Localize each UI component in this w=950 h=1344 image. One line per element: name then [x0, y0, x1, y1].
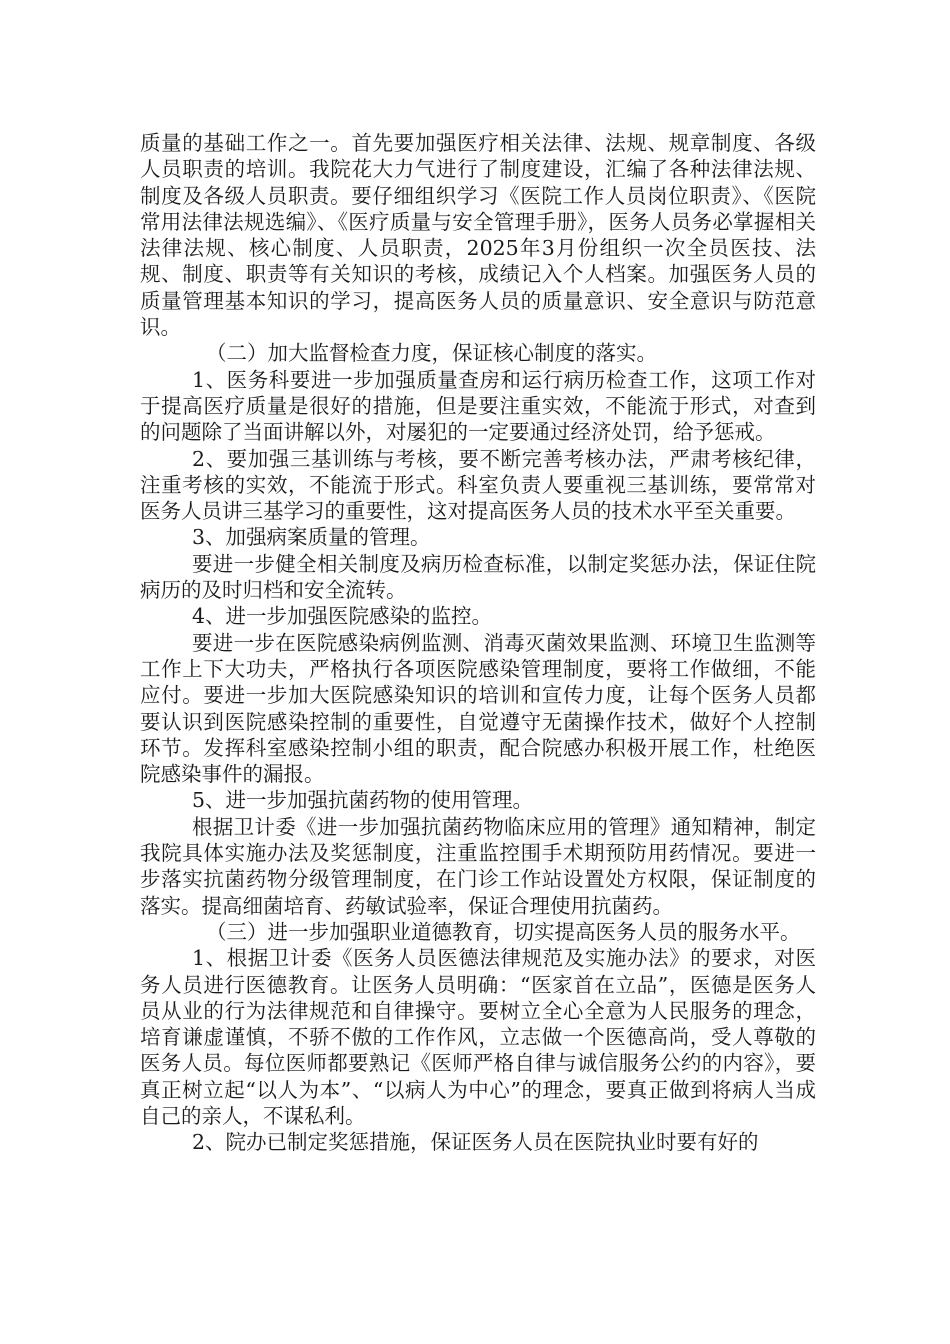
paragraph-1: 质量的基础工作之一。首先要加强医疗相关法律、法规、规章制度、各级人员职责的培训。我院花大力气进行了制度建设，汇编了各种法律法规、制度及各级人员职责。要仔细组织学习《医院工作人员岗位职责》、《医院常用法律法规选编》、《医疗质量与安全管理手册》，医务人员务必掌握相关法律法规、核心制度、人员职责，2025年3月份组织一次全员医技、法规、制度、职责等有关知识的考核，成绩记入个人档案。加强医务人员的质量管理基本知识的学习，提高医务人员的质量意识、安全意识与防范意识。 — [140, 131, 816, 340]
subheading-7: 4、进一步加强医院感染的监控。 — [192, 604, 493, 629]
paragraph-4: 2、要加强三基训练与考核，要不断完善考核办法，严肃考核纪律，注重考核的实效，不能流于形式。科室负责人要重视三基训练，要常常对医务人员讲三基学习的重要性，这对提高医务人员的技术水平至关重要。 — [140, 446, 816, 524]
section-heading-2: （二）加大监督检查力度，保证核心制度的落实。 — [206, 341, 657, 366]
paragraph-12: 1、根据卫计委《医务人员医德法律规范及实施办法》的要求，对医务人员进行医德教育。让医务人员明确：“医家首在立品”，医德是医务人员从业的行为法律规范和自律操守。要树立全心全意为人民服务的理念，培育谦虚谨慎，不骄不傲的工作作风，立志做一个医德高尚，受人尊敬的医务人员。每位医师都要熟记《医师严格自律与诚信服务公约的内容》，要真正树立起“以人为本”、“以病人为中心”的理念，要真正做到将病人当成自己的亲人，不谋私利。 — [140, 946, 816, 1128]
document-page — [140, 130, 816, 1156]
subheading-9: 5、进一步加强抗菌药物的使用管理。 — [192, 788, 534, 813]
paragraph-13: 2、院办已制定奖惩措施，保证医务人员在医院执业时要有好的 — [192, 1130, 759, 1155]
paragraph-10: 根据卫计委《进一步加强抗菌药物临床应用的管理》通知精神，制定我院具体实施办法及奖惩制度，注重监控围手术期预防用药情况。要进一步落实抗菌药物分级管理制度，在门诊工作站设置处方权限，保证制度的落实。提高细菌培育、药敏试验率，保证合理使用抗菌药。 — [140, 814, 816, 918]
paragraph-6: 要进一步健全相关制度及病历检查标准，以制定奖惩办法，保证住院病历的及时归档和安全流转。 — [140, 551, 816, 603]
section-heading-11: （三）进一步加强职业道德教育，切实提高医务人员的服务水平。 — [206, 919, 801, 944]
subheading-5: 3、加强病案质量的管理。 — [192, 525, 431, 550]
paragraph-8: 要进一步在医院感染病例监测、消毒灭菌效果监测、环境卫生监测等工作上下大功夫，严格执行各项医院感染管理制度，要将工作做细，不能应付。要进一步加大医院感染知识的培训和宣传力度，让每个医务人员都要认识到医院感染控制的重要性，自觉遵守无菌操作技术，做好个人控制环节。发挥科室感染控制小组的职责，配合院感办积极开展工作，杜绝医院感染事件的漏报。 — [140, 630, 816, 787]
paragraph-3: 1、医务科要进一步加强质量查房和运行病历检查工作，这项工作对于提高医疗质量是很好的措施，但是要注重实效，不能流于形式，对查到的问题除了当面讲解以外，对屡犯的一定要通过经济处罚，给予惩戒。 — [140, 367, 816, 445]
